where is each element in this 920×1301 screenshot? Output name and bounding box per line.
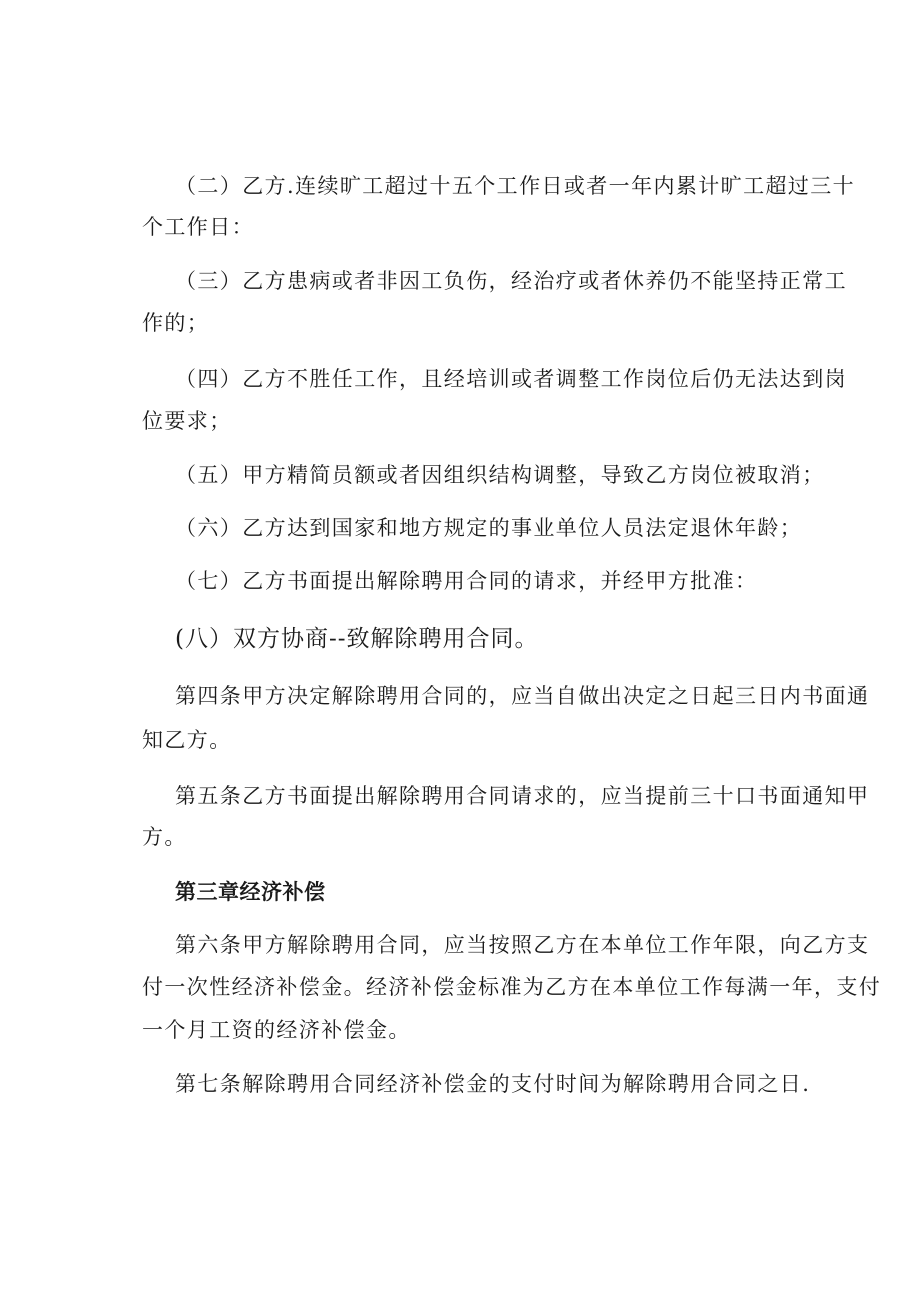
article-6-line-3: 一个月工资的经济补偿金。 bbox=[142, 1018, 411, 1042]
chapter-3-heading: 第三章经济补偿 bbox=[175, 880, 326, 904]
article-4-line-1: 第四条甲方决定解除聘用合同的，应当自做出决定之日起三日内书面通 bbox=[175, 684, 870, 708]
article-6-line-1: 第六条甲方解除聘用合同，应当按照乙方在本单位工作年限，向乙方支 bbox=[175, 933, 870, 957]
clause-7: （七）乙方书面提出解除聘用合同的请求，并经甲方批准： bbox=[175, 569, 758, 593]
article-6-line-2: 付一次性经济补偿金。经济补偿金标准为乙方在本单位工作每满一年，支付 bbox=[142, 975, 882, 999]
article-5-line-1: 第五条乙方书面提出解除聘用合同请求的，应当提前三十口书面通知甲 bbox=[175, 784, 870, 808]
clause-4-line-1: （四）乙方不胜任工作，且经培训或者调整工作岗位后仍无法达到岗 bbox=[175, 367, 847, 391]
article-5-line-2: 方。 bbox=[142, 825, 187, 849]
clause-6: （六）乙方达到国家和地方规定的事业单位人员法定退休年龄； bbox=[175, 516, 803, 540]
clause-2-line-1: （二）乙方.连续旷工超过十五个工作日或者一年内累计旷工超过三十 bbox=[175, 174, 856, 198]
clause-3-line-1: （三）乙方患病或者非因工负伤，经治疗或者休养仍不能坚持正常工 bbox=[175, 269, 847, 293]
clause-4-line-2: 位要求； bbox=[142, 409, 232, 433]
clause-8: (八）双方协商--致解除聘用合同。 bbox=[175, 626, 539, 652]
clause-5: （五）甲方精简员额或者因组织结构调整，导致乙方岗位被取消； bbox=[175, 463, 825, 487]
article-7: 第七条解除聘用合同经济补偿金的支付时间为解除聘用合同之日. bbox=[175, 1072, 811, 1096]
article-4-line-2: 知乙方。 bbox=[142, 728, 232, 752]
clause-2-line-2: 个工作日： bbox=[142, 215, 254, 239]
clause-3-line-2: 作的； bbox=[142, 311, 210, 335]
